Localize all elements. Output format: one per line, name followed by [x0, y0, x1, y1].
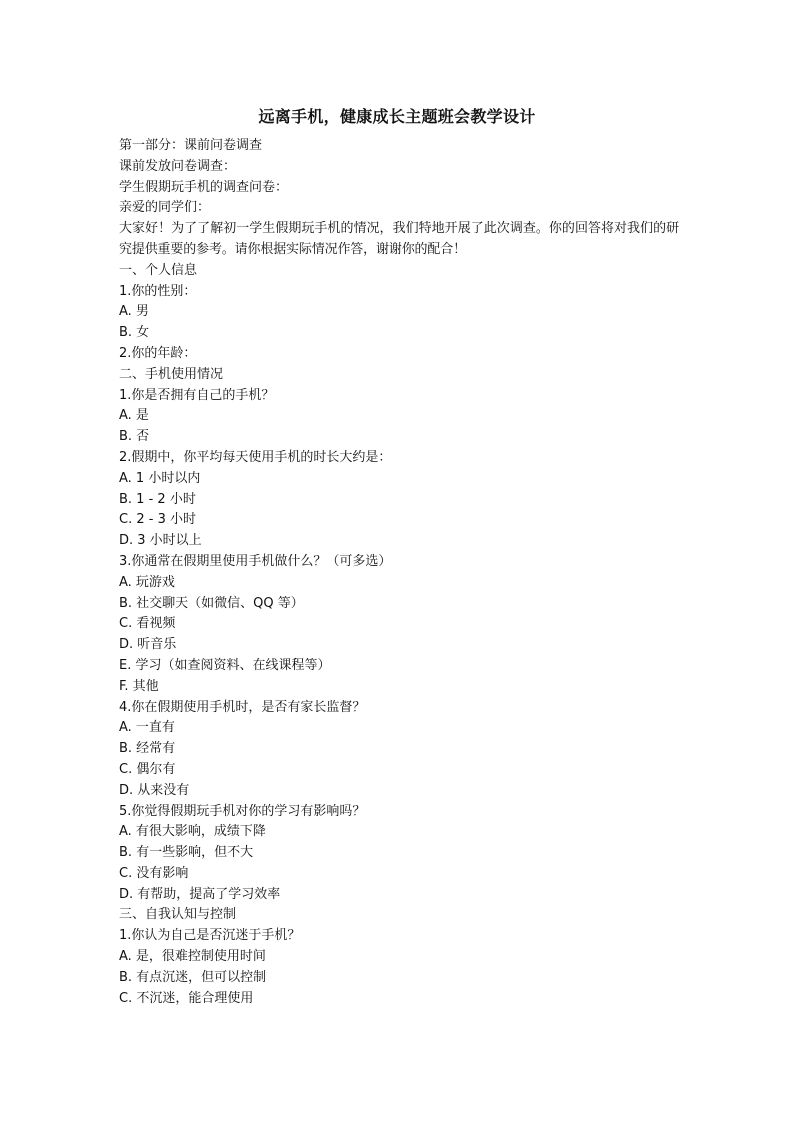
- section-heading: 二、手机使用情况: [119, 366, 224, 382]
- intro-paragraph: 大家好！为了了解初一学生假期玩手机的情况，我们特地开展了此次调查。你的回答将对我们的研究提供重要的参考。请你根据实际情况作答，谢谢你的配合！: [119, 221, 679, 257]
- option: A. 1 小时以内: [119, 470, 201, 486]
- question: 1.你是否拥有自己的手机？: [119, 387, 275, 403]
- option: A. 有很大影响，成绩下降: [119, 824, 266, 840]
- option: B. 有点沉迷，但可以控制: [119, 969, 267, 985]
- question: 3.你通常在假期里使用手机做什么？（可多选）: [119, 553, 392, 569]
- option: A. 是，很难控制使用时间: [119, 949, 266, 965]
- text-line: 学生假期玩手机的调查问卷：: [119, 179, 289, 195]
- document-body: [119, 136, 679, 1009]
- option: C. 不沉迷，能合理使用: [119, 990, 254, 1006]
- question: 4.你在假期使用手机时，是否有家长监督？: [119, 699, 366, 715]
- option: D. 3 小时以上: [119, 533, 202, 549]
- section-heading: 一、个人信息: [119, 262, 198, 278]
- option: C. 偶尔有: [119, 761, 176, 777]
- question: 2.假期中，你平均每天使用手机的时长大约是：: [119, 449, 392, 465]
- document-title: 远离手机，健康成长主题班会教学设计: [258, 107, 536, 126]
- option: A. 是: [119, 408, 149, 424]
- option: A. 一直有: [119, 720, 175, 736]
- option: C. 看视频: [119, 616, 176, 632]
- option: F. 其他: [119, 678, 159, 694]
- question: 5.你觉得假期玩手机对你的学习有影响吗？: [119, 803, 366, 819]
- section-heading: 三、自我认知与控制: [119, 907, 237, 923]
- option: A. 玩游戏: [119, 574, 175, 590]
- option: D. 有帮助，提高了学习效率: [119, 886, 281, 902]
- option: B. 社交聊天（如微信、QQ 等）: [119, 595, 304, 611]
- option: B. 有一些影响，但不大: [119, 845, 254, 861]
- question: 1.你认为自己是否沉迷于手机？: [119, 928, 301, 944]
- option: D. 听音乐: [119, 637, 177, 653]
- option: B. 女: [119, 325, 150, 341]
- option: B. 1 - 2 小时: [119, 491, 196, 507]
- option: E. 学习（如查阅资料、在线课程等）: [119, 657, 331, 673]
- option: C. 2 - 3 小时: [119, 512, 196, 528]
- question: 2.你的年龄：: [119, 345, 197, 361]
- section-heading: 第一部分：课前问卷调查: [119, 138, 263, 153]
- question: 1.你的性别：: [119, 283, 197, 299]
- greeting: 亲爱的同学们：: [119, 200, 211, 216]
- text-line: 课前发放问卷调查：: [119, 158, 237, 174]
- option: A. 男: [119, 304, 149, 320]
- option: B. 经常有: [119, 741, 176, 757]
- option: C. 没有影响: [119, 865, 189, 881]
- option: D. 从来没有: [119, 782, 190, 798]
- option: B. 否: [119, 429, 150, 445]
